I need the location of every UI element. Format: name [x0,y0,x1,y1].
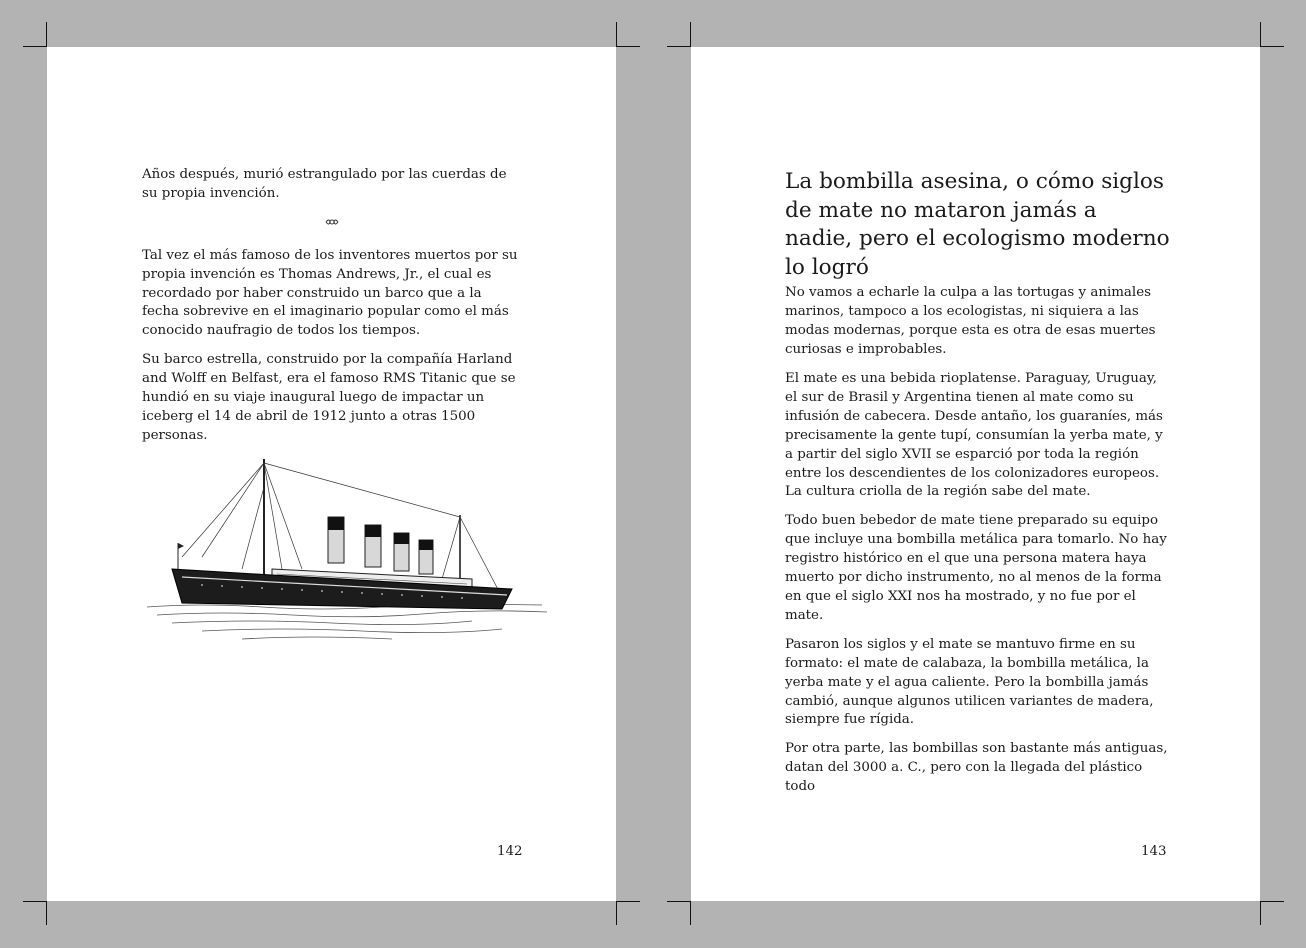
chapter-title: La bombilla asesina, o cómo siglos de mate no mataron jamás a nadie, pero el ecologismo moderno lo logró [785,169,1170,280]
crop-mark [23,46,47,47]
crop-mark [616,46,640,47]
paragraph: Pasaron los siglos y el mate se mantuvo firme en su formato: el mate de calabaza, la bombilla metálica, la yerba mate y el agua caliente. Pero la bombilla jamás cambió, aunque algunos utilicen variantes de madera, siempre fue rígida. [785,636,1154,728]
ornament-icon [142,214,522,233]
crop-mark [1260,901,1261,925]
titanic-ship-illustration [142,457,552,687]
crop-mark [616,901,640,902]
page-number: 143 [1141,844,1167,859]
crop-mark [667,901,691,902]
crop-mark [667,46,691,47]
paragraph: No vamos a echarle la culpa a las tortugas y animales marinos, tampoco a los ecologistas, ni siquiera a las modas modernas, porque esta es otra de esas muertes curiosas e improbables. [785,285,1156,358]
crop-mark [1260,901,1284,902]
page-142 [47,47,616,901]
paragraph: Por otra parte, las bombillas son bastante más antiguas, datan del 3000 a. C., pero con la llegada del plástico todo [785,741,1168,795]
crop-mark [23,901,47,902]
right-text-block [785,168,1170,807]
paragraph: Todo buen bebedor de mate tiene preparado su equipo que incluye una bombilla metálica para tomarlo. No hay registro histórico en el que una persona matera haya muerto por dicho instrumento, no al menos de la forma en que el siglo XXI nos ha mostrado, y no fue por el mate. [785,513,1167,623]
crop-mark [690,901,691,925]
crop-mark [1260,22,1261,46]
crop-mark [616,901,617,925]
crop-mark [690,22,691,46]
left-text-block [142,166,522,456]
crop-mark [1260,46,1284,47]
paragraph: Su barco estrella, construido por la compañía Harland and Wolff en Belfast, era el famoso RMS Titanic que se hundió en su viaje inaugural luego de impactar un iceberg el 14 de abril de 1912 junto a otras 1500 personas. [142,352,516,443]
paragraph: El mate es una bebida rioplatense. Paraguay, Uruguay, el sur de Brasil y Argentina tienen al mate como su infusión de cabecera. Desde antaño, los guaraníes, más precisamente la gente tupí, consumían la yerba mate, y a partir del siglo XVII se esparció por toda la región entre los descendientes de los colonizadores europeos. La cultura criolla de la región sabe del mate. [785,371,1163,500]
paragraph: Años después, murió estrangulado por las cuerdas de su propia invención. [142,167,507,201]
crop-mark [46,22,47,46]
crop-mark [616,22,617,46]
paragraph: Tal vez el más famoso de los inventores muertos por su propia invención es Thomas Andrews, Jr., el cual es recordado por haber construido un barco que a la fecha sobrevive en el imaginario popular como el más conocido naufragio de todos los tiempos. [142,247,518,339]
page-143 [691,47,1260,901]
page-number: 142 [497,844,523,859]
crop-mark [46,901,47,925]
